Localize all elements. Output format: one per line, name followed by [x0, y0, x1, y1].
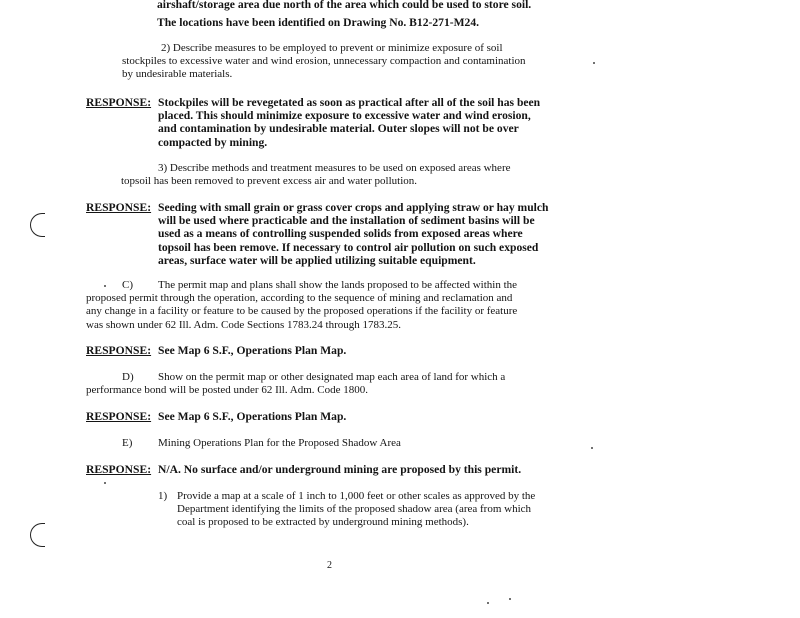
- item-c-label: C): [122, 279, 133, 291]
- text-line: 3) Describe methods and treatment measures to be used on exposed areas where: [158, 162, 511, 174]
- item-c-paragraph: [86, 279, 517, 332]
- response-label: RESPONSE:: [86, 344, 152, 357]
- response-label: RESPONSE:: [86, 96, 152, 109]
- text-line: Provide a map at a scale of 1 inch to 1,000 feet or other scales as approved by the: [177, 490, 536, 502]
- response-label: RESPONSE:: [86, 463, 152, 476]
- text-line: any change in a facility or feature to be caused by the proposed operations if the facility or feature: [86, 305, 518, 318]
- item-e1-label: 1): [158, 490, 168, 502]
- item-e-text: Mining Operations Plan for the Proposed Shadow Area: [158, 437, 401, 449]
- text-line: proposed permit through the operation, according to the sequence of mining and reclamation and: [86, 292, 513, 305]
- item-d-paragraph: [86, 371, 505, 397]
- scan-speck: [104, 285, 106, 287]
- response-3-text: [158, 201, 548, 267]
- text-line: compacted by mining.: [158, 135, 268, 149]
- text-line: Department identifying the limits of the proposed shadow area (area from which: [177, 503, 532, 516]
- scan-speck: [487, 602, 489, 604]
- punch-hole-mark: [30, 213, 45, 237]
- text-line: topsoil has been remove. If necessary to control air pollution on such exposed: [158, 240, 539, 254]
- response-label: RESPONSE:: [86, 410, 152, 423]
- text-line: The locations have been identified on Drawing No. B12-271-M24.: [157, 16, 480, 29]
- response-c-text: See Map 6 S.F., Operations Plan Map.: [158, 344, 347, 357]
- page-number: 2: [327, 560, 332, 571]
- scan-speck: [104, 482, 106, 484]
- text-line: will be used where practicable and the installation of sediment basins will be: [158, 214, 535, 228]
- text-line: coal is proposed to be extracted by underground mining methods).: [177, 516, 469, 529]
- text-line: The permit map and plans shall show the lands proposed to be affected within the: [158, 279, 518, 291]
- response-2-text: [158, 96, 540, 149]
- item-e-label: E): [122, 437, 133, 449]
- text-line: by undesirable materials.: [122, 68, 233, 81]
- text-line: stockpiles to excessive water and wind erosion, unnecessary compaction and contamination: [122, 55, 526, 68]
- response-e-text: N/A. No surface and/or underground mining are proposed by this permit.: [158, 463, 522, 476]
- item-d-label: D): [122, 371, 134, 383]
- response-d-text: See Map 6 S.F., Operations Plan Map.: [158, 410, 347, 423]
- text-line: Show on the permit map or other designated map each area of land for which a: [158, 371, 506, 383]
- text-line: and contamination by undesirable material. Outer slopes will not be over: [158, 122, 519, 136]
- text-line: Seeding with small grain or grass cover crops and applying straw or hay mulch: [158, 201, 549, 214]
- header-continuation: [157, 0, 531, 29]
- text-line: areas, surface water will be applied utilizing suitable equipment.: [158, 253, 476, 267]
- text-line: was shown under 62 Ill. Adm. Code Sections 1783.24 through 1783.25.: [86, 318, 402, 331]
- item-2-paragraph: [122, 42, 526, 82]
- scan-speck: [593, 62, 595, 64]
- response-label: RESPONSE:: [86, 201, 152, 214]
- text-line: topsoil has been removed to prevent excess air and water pollution.: [121, 175, 417, 188]
- text-line: performance bond will be posted under 62 Ill. Adm. Code 1800.: [86, 384, 368, 397]
- text-line: 2) Describe measures to be employed to prevent or minimize exposure of soil: [161, 42, 503, 54]
- item-e1-paragraph: [177, 490, 535, 530]
- text-line: airshaft/storage area due north of the area which could be used to store soil.: [157, 0, 532, 11]
- text-line: used as a means of controlling suspended solids from exposed areas where: [158, 227, 523, 241]
- text-line: placed. This should minimize exposure to excessive water and wind erosion,: [158, 109, 531, 123]
- text-line: Stockpiles will be revegetated as soon as practical after all of the soil has been: [158, 96, 541, 109]
- scan-speck: [591, 447, 593, 449]
- punch-hole-mark: [30, 523, 45, 547]
- item-3-paragraph: [121, 162, 510, 188]
- scan-speck: [509, 598, 511, 600]
